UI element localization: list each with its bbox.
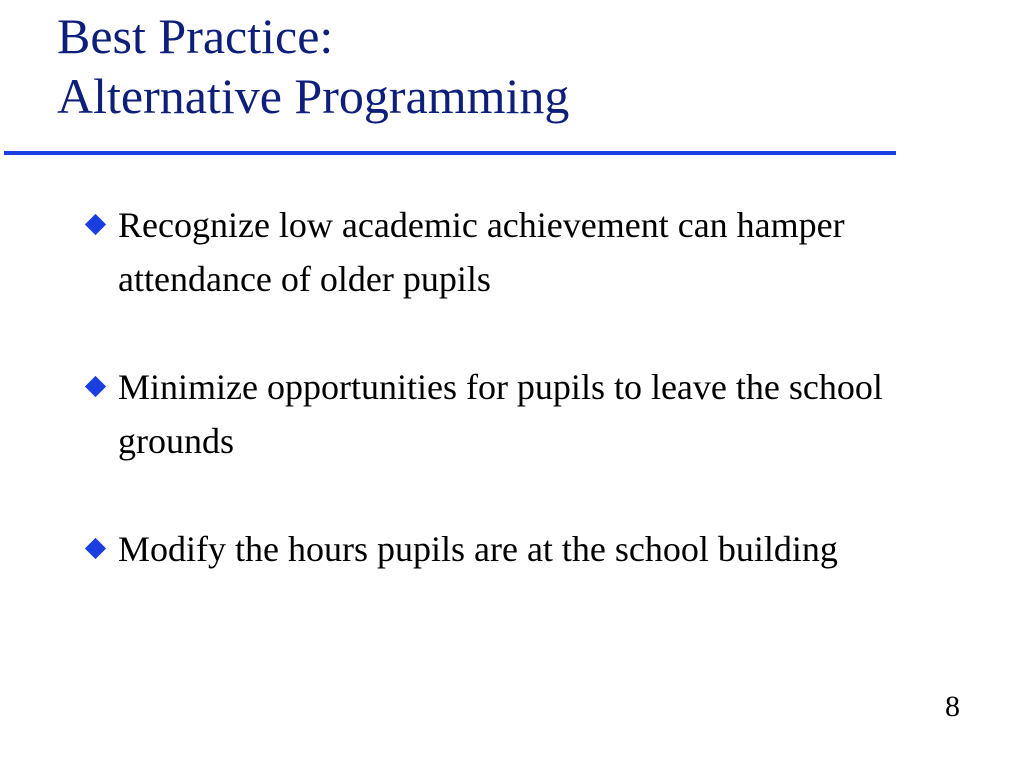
bullet-item [82, 360, 902, 468]
bullet-item [82, 522, 902, 576]
bullet-item [82, 198, 902, 306]
slide-title [57, 6, 569, 126]
bullet-text: Modify the hours pupils are at the school building [118, 529, 838, 569]
title-line-1: Best Practice: [57, 8, 334, 64]
page-number: 8 [945, 690, 960, 723]
bullet-text: Minimize opportunities for pupils to leave the school grounds [118, 367, 883, 461]
diamond-bullet-icon [85, 214, 106, 235]
title-line-2: Alternative Programming [57, 68, 570, 124]
diamond-bullet-icon [85, 538, 106, 559]
diamond-bullet-icon [85, 376, 106, 397]
bullet-text: Recognize low academic achievement can hamper attendance of older pupils [118, 205, 845, 299]
title-underline-rule [4, 151, 896, 155]
bullet-list [82, 198, 902, 576]
